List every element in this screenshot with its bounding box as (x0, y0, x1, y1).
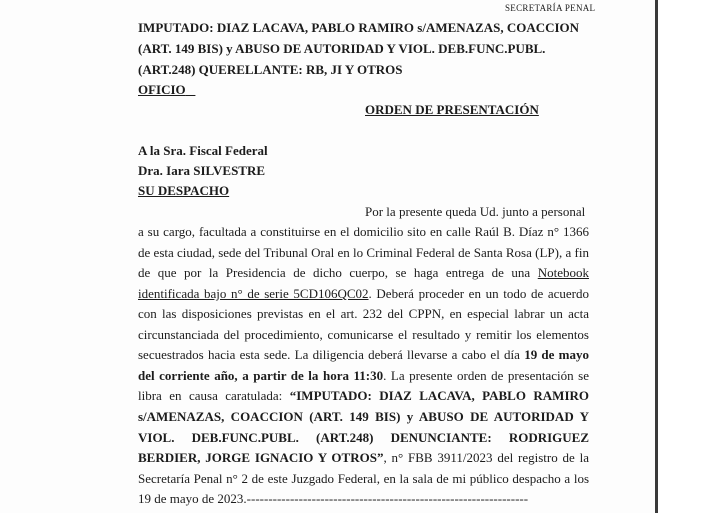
caption-line-1: IMPUTADO: DIAZ LACAVA, PABLO RAMIRO s/AMENAZAS, COACCION (138, 20, 580, 35)
oficio-text: OFICIO (138, 82, 186, 97)
body-line-2: a su cargo, facultada a constituirse en el domicilio sito en calle Raúl B. Díaz n° 1366 (138, 224, 589, 239)
body-line-5 (138, 286, 589, 302)
body-line-4 (138, 265, 589, 281)
body-line-13-text: , n° FBB 3911/2023 del registro de la (383, 450, 589, 465)
margin-background (658, 0, 721, 513)
addressee-line-1: A la Sra. Fiscal Federal (138, 143, 268, 158)
case-title-end: BERDIER, JORGE IGNACIO Y OTROS” (138, 450, 384, 465)
addressee-line-3: SU DESPACHO (138, 183, 230, 198)
body-line-3: de esta ciudad, sede del Tribunal Oral en lo Criminal Federal de Santa Rosa (LP), a fin (138, 245, 589, 260)
body-line-7: circunstanciada del procedimiento, comunicarse el resultado y remitir los elementos (138, 327, 589, 342)
caption-line-3: (ART.248) QUERELLANTE: RB, JI Y OTROS (138, 62, 403, 77)
body-line-4-text: de que por la Presidencia de dicho cuerpo, se haga entrega de una (138, 265, 531, 280)
body-line-9-text: . La presente orden de presentación se (383, 368, 589, 383)
oficio-label (138, 82, 195, 98)
body-line-11: s/AMENAZAS, COACCION (ART. 149 BIS) y ABUSO DE AUTORIDAD Y (138, 409, 589, 424)
caption-line-2: (ART. 149 BIS) y ABUSO DE AUTORIDAD Y VIOL. DEB.FUNC.PUBL. (138, 41, 546, 56)
body-line-13 (138, 450, 589, 466)
body-line-15: 19 de mayo de 2023.----------------------------------------------------------------- (138, 491, 529, 506)
addressee-line-2: Dra. Iara SILVESTRE (138, 163, 266, 178)
body-line-6: con las disposiciones previstas en el art. 232 del CPPN, en especial labrar un acta (138, 306, 589, 321)
secretaria-header: SECRETARÍA PENAL (505, 3, 596, 13)
document-title: ORDEN DE PRESENTACIÓN (365, 102, 539, 117)
body-line-10-text: libra en causa caratulada: (138, 388, 283, 403)
case-title-start: “IMPUTADO: DIAZ LACAVA, PABLO RAMIRO (289, 388, 589, 403)
date-bold-text: 19 de mayo (524, 347, 589, 362)
serial-number-text: identificada bajo n° de serie 5CD106QC02 (138, 286, 369, 301)
body-line-14: Secretaría Penal n° 2 de este Juzgado Federal, en la sala de mi público despacho a los (138, 471, 589, 486)
body-line-5-text: . Deberá proceder en un todo de acuerdo (368, 286, 589, 301)
body-line-1: Por la presente queda Ud. junto a personal (365, 204, 586, 219)
body-line-9 (138, 368, 589, 384)
body-line-10 (138, 388, 589, 404)
body-line-8 (138, 347, 589, 363)
body-line-12: VIOL. DEB.FUNC.PUBL. (ART.248) DENUNCIANTE: RODRIGUEZ (138, 430, 589, 445)
notebook-text: Notebook (537, 265, 590, 280)
body-line-8-text: secuestrados hacia esta sede. La diligencia deberá llevarse a cabo el día (138, 347, 520, 362)
time-bold-text: del corriente año, a partir de la hora 11:30 (138, 368, 384, 383)
